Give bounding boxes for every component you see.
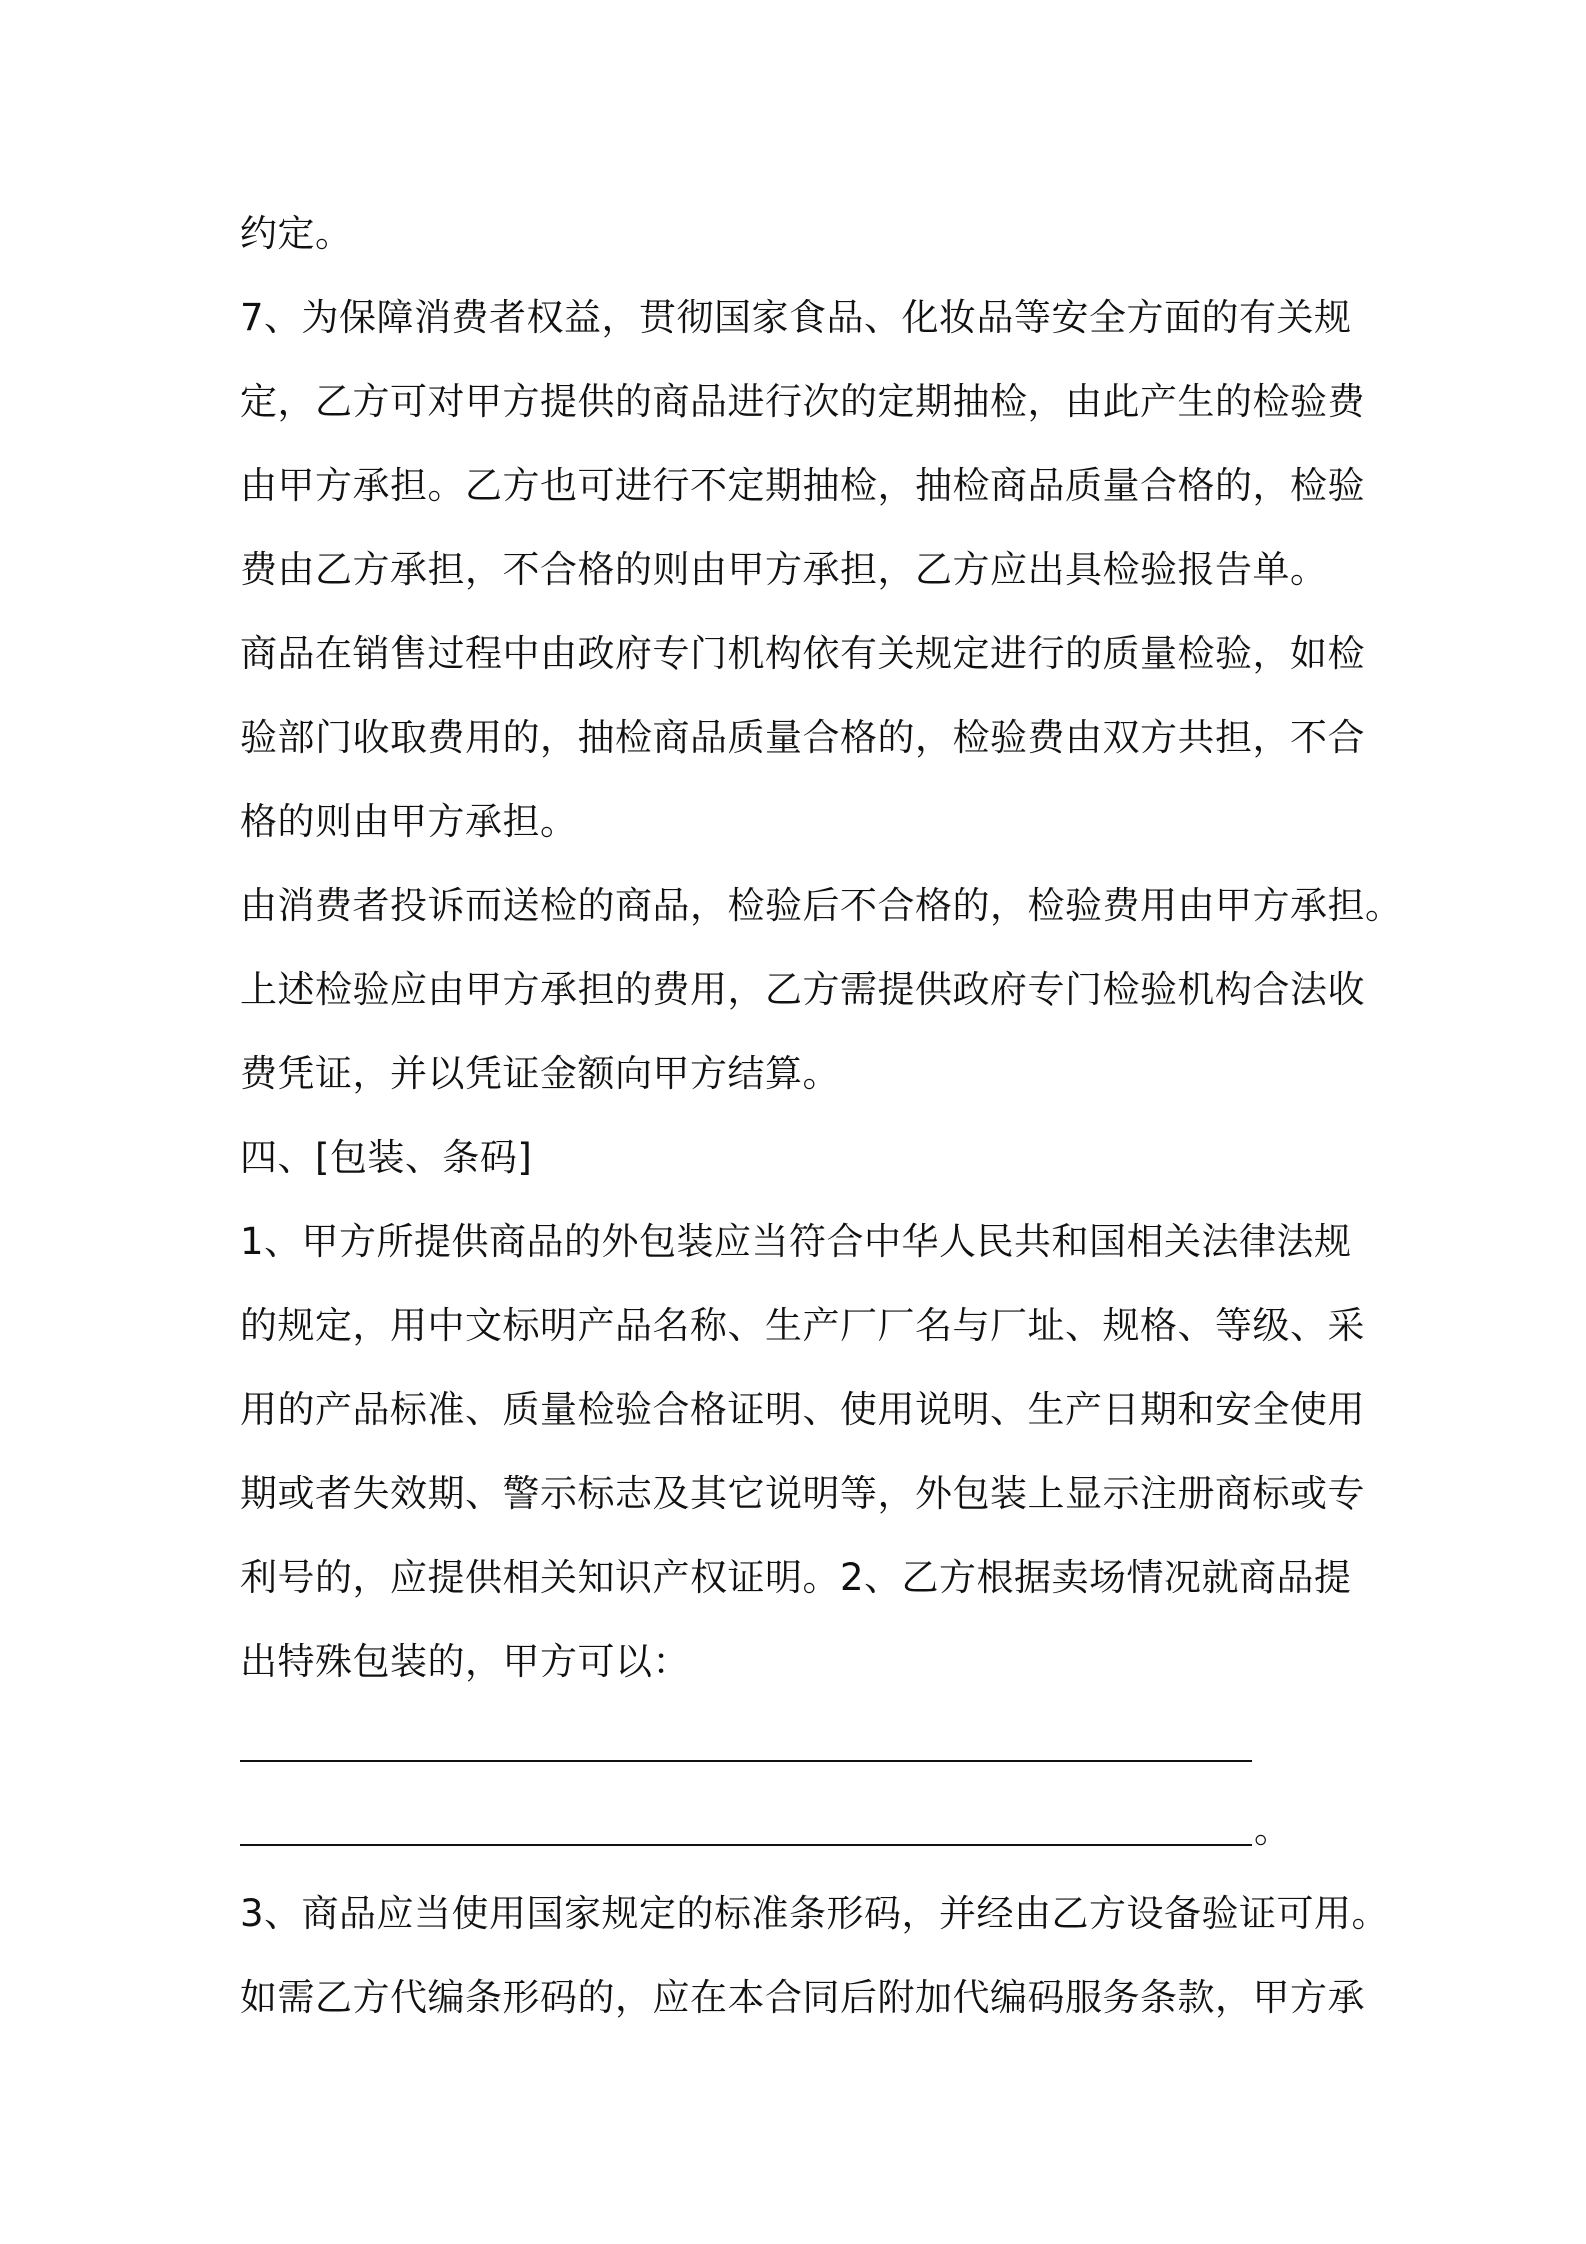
text-line: 验部门收取费用的，抽检商品质量合格的，检验费由双方共担，不合 <box>240 716 1365 759</box>
text-line: 1、甲方所提供商品的外包装应当符合中华人民共和国相关法律法规 <box>240 1220 1352 1263</box>
text-line: 定，乙方可对甲方提供的商品进行次的定期抽检，由此产生的检验费 <box>240 380 1365 423</box>
text-line: 的规定，用中文标明产品名称、生产厂厂名与厂址、规格、等级、采 <box>240 1304 1365 1347</box>
text-line: 7、为保障消费者权益，贯彻国家食品、化妆品等安全方面的有关规 <box>240 296 1352 339</box>
text-line: 格的则由甲方承担。 <box>240 800 578 843</box>
blank-suffix: 。 <box>1254 1808 1291 1851</box>
text-line: 由甲方承担。乙方也可进行不定期抽检，抽检商品质量合格的，检验 <box>240 464 1365 507</box>
text-line: 费凭证，并以凭证金额向甲方结算。 <box>240 1052 840 1095</box>
document-body <box>240 192 1403 2040</box>
text-line: 上述检验应由甲方承担的费用，乙方需提供政府专门检验机构合法收 <box>240 968 1365 1011</box>
text-line: 期或者失效期、警示标志及其它说明等，外包装上显示注册商标或专 <box>240 1472 1365 1515</box>
fill-in-blank-2 <box>240 1788 1370 1872</box>
text-line: 约定。 <box>240 212 353 255</box>
text-line: 3、商品应当使用国家规定的标准条形码，并经由乙方设备验证可用。 <box>240 1892 1390 1935</box>
text-line: 由消费者投诉而送检的商品，检验后不合格的，检验费用由甲方承担。 <box>240 884 1403 927</box>
fill-in-blank-1 <box>240 1704 1370 1788</box>
text-line: 商品在销售过程中由政府专门机构依有关规定进行的质量检验，如检 <box>240 632 1365 675</box>
text-line: 费由乙方承担，不合格的则由甲方承担，乙方应出具检验报告单。 <box>240 548 1328 591</box>
blank-underline <box>240 1760 1252 1762</box>
text-line: 利号的，应提供相关知识产权证明。2、乙方根据卖场情况就商品提 <box>240 1556 1352 1599</box>
text-line: 出特殊包装的，甲方可以： <box>240 1640 690 1683</box>
text-line: 用的产品标准、质量检验合格证明、使用说明、生产日期和安全使用 <box>240 1388 1365 1431</box>
blank-underline <box>240 1844 1252 1846</box>
section-heading: 四、[包装、条码] <box>240 1136 533 1179</box>
text-line: 如需乙方代编条形码的，应在本合同后附加代编码服务条款，甲方承 <box>240 1976 1365 2019</box>
